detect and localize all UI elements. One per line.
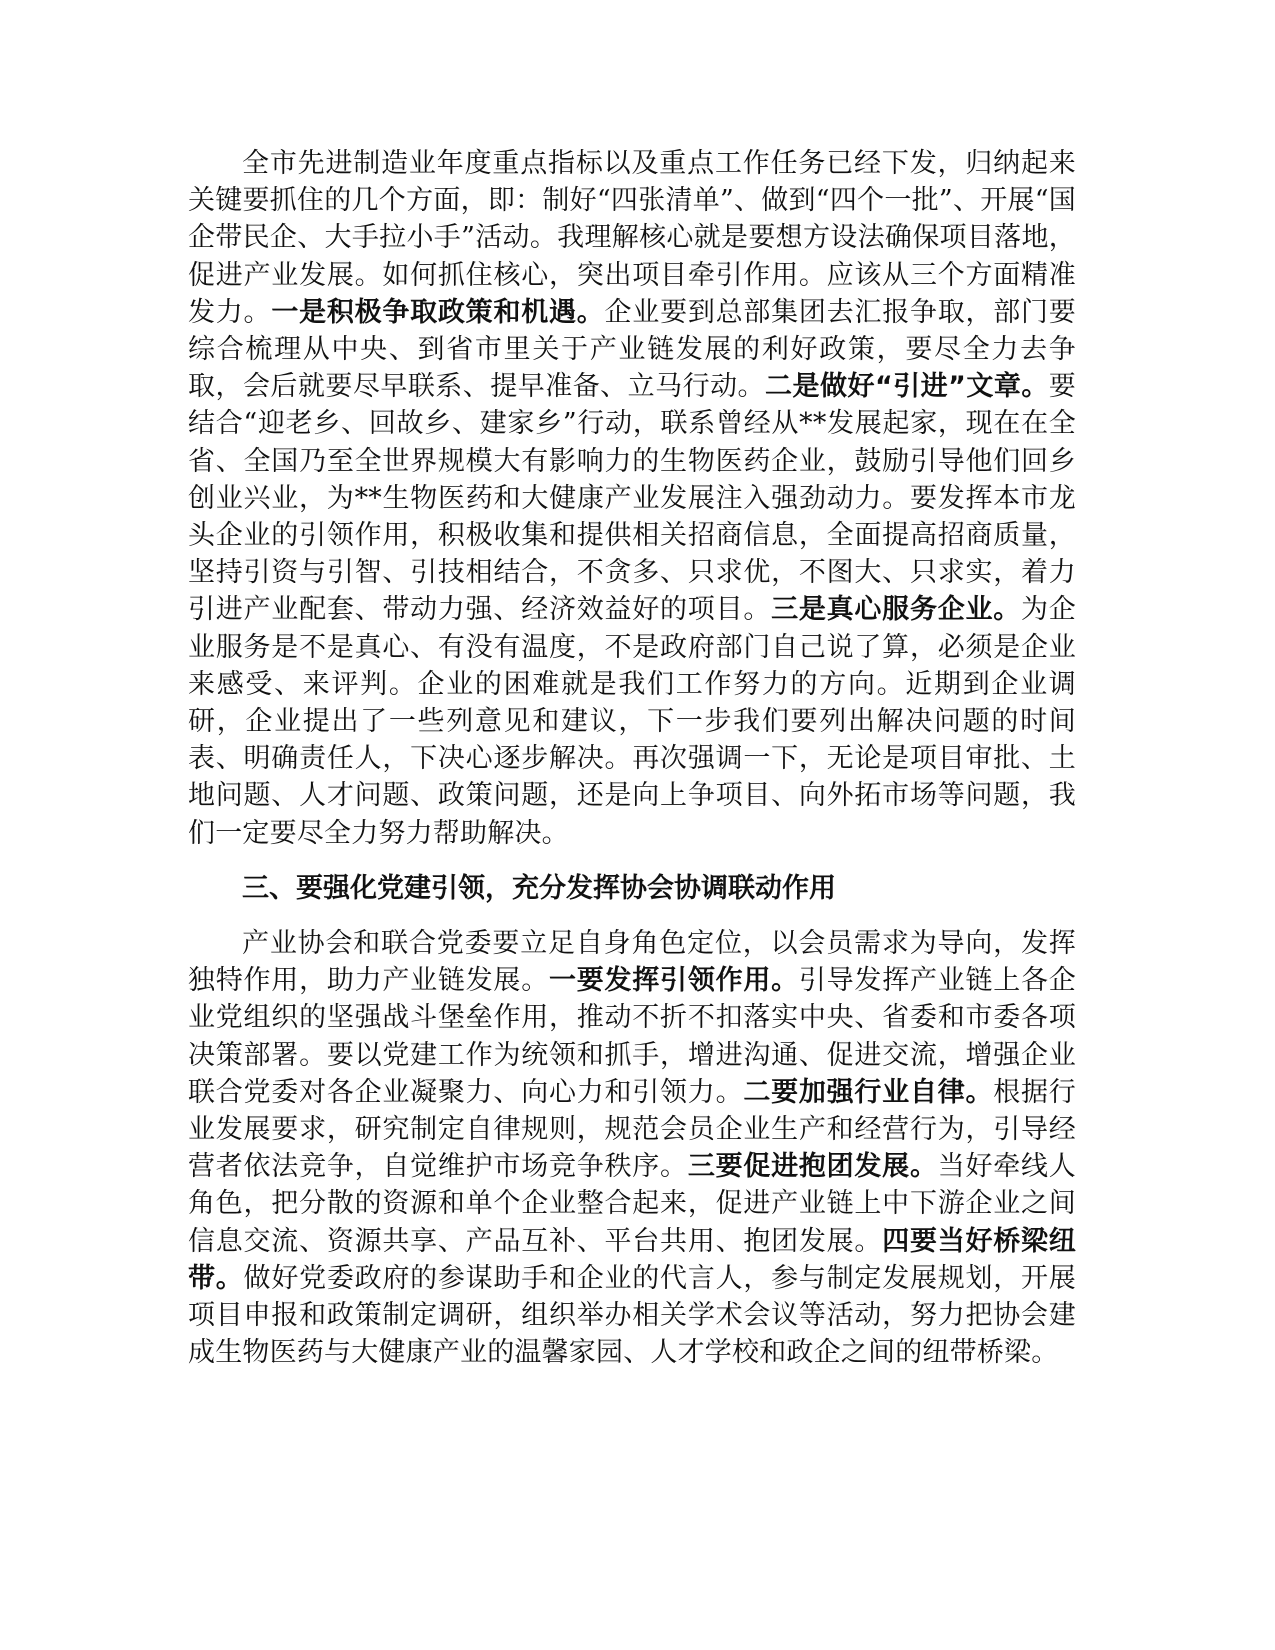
paragraph-text: 根据行业发展要求，研究制定自律规则，规范会员企业生产和经营行为，引导经营者依法竞争，自觉维护市场竞争秩序。 [188,1076,1076,1183]
bold-point-3: 三要促进抱团发展。 [687,1151,938,1183]
paragraph-text: 引导发挥产业链上各企业党组织的坚强战斗堡垒作用，推动不折不扣落实中央、省委和市委各项决策部署。要以党建工作为统领和抓手，增进沟通、促进交流，增强企业联合党委对各企业凝聚力、向心力和引领力。 [188,965,1076,1108]
paragraph-text: 做好党委政府的参谋助手和企业的代言人，参与制定发展规划，开展项目申报和政策制定调研，组织举办相关学术会议等活动，努力把协会建成生物医药与大健康产业的温馨家园、人才学校和政企之间的纽带桥梁。 [188,1262,1077,1369]
paragraph-text: 要结合“迎老乡、回故乡、建家乡”行动，联系曾经从**发展起家，现在在全省、全国乃至全世界规模大有影响力的生物医药企业，鼓励引导他们回乡创业兴业，为**生物医药和大健康产业发展注入强劲动力。要发挥本市龙头企业的引领作用，积极收集和提供相关招商信息，全面提高招商质量，坚持引资与引智、引技相结合，不贪多、只求优，不图大、只求实，着力引进产业配套、带动力强、经济效益好的项目。 [188,371,1076,626]
paragraph-association-role [188,925,1076,1371]
document-body [188,145,1076,1372]
paragraph-project-landing [188,145,1076,852]
paragraph-text: 当好牵线人角色，把分散的资源和单个企业整合起来，促进产业链上中下游企业之间信息交流、资源共享、产品互补、平台共用、抱团发展。 [188,1151,1076,1257]
paragraph-text: 产业协会和联合党委要立足自身角色定位，以会员需求为导向，发挥独特作用，助力产业链发展。 [188,928,1076,997]
paragraph-text: 为企业服务是不是真心、有没有温度，不是政府部门自己说了算，必须是企业来感受、来评判。企业的困难就是我们工作努力的方向。近期到企业调研，企业提出了一些列意见和建议，下一步我们要列出解决问题的时间表、明确责任人，下决心逐步解决。再次强调一下，无论是项目审批、土地问题、人才问题、政策问题，还是向上争项目、向外拓市场等问题，我们一定要尽全力努力帮助解决。 [188,594,1076,849]
paragraph-text: 企业要到总部集团去汇报争取，部门要综合梳理从中央、到省市里关于产业链发展的利好政策，要尽全力去争取，会后就要尽早联系、提早准备、立马行动。 [188,296,1077,403]
bold-point-2: 二要加强行业自律。 [743,1076,994,1108]
section-heading-3: 三、要强化党建引领，充分发挥协会协调联动作用 [242,872,836,904]
bold-point-4: 四要当好桥梁纽带。 [188,1225,1076,1294]
bold-point-1: 一要发挥引领作用。 [548,965,799,997]
bold-point-1: 一是积极争取政策和机遇。 [271,296,605,328]
paragraph-text: 全市先进制造业年度重点指标以及重点工作任务已经下发，归纳起来关键要抓住的几个方面，即：制好“四张清单”、做到“四个一批”、开展“国企带民企、大手拉小手”活动。我理解核心就是要想方设法确保项目落地，促进产业发展。如何抓住核心，突出项目牵引作用。应该从三个方面精准发力。 [188,148,1076,328]
bold-point-2: 二是做好“引进”文章。 [765,371,1049,403]
bold-point-3: 三是真心服务企业。 [771,594,1022,626]
